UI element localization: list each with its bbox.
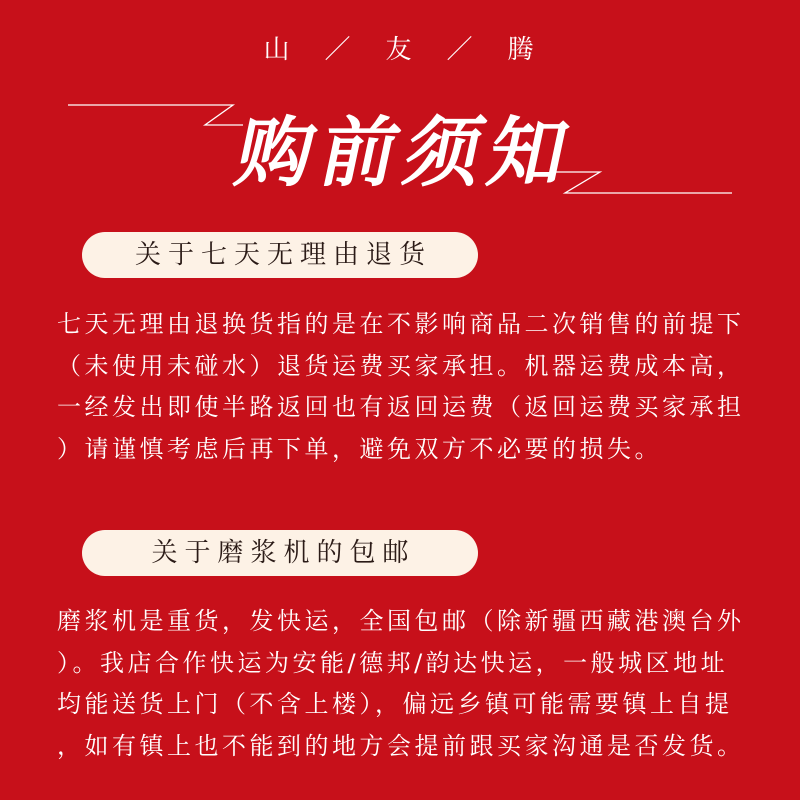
brand-char: 友 [385,35,412,65]
text-line: ）请谨慎考虑后再下单，避免双方不必要的损失。 [57,434,662,463]
brand-separator: ／ [324,35,351,65]
section-heading-return-policy [82,232,478,278]
text-line: 七天无理由退换货指的是在不影响商品二次销售的前提下 [57,310,745,338]
brand-char: 腾 [507,35,534,65]
text-line: ）。我店合作快运为安能/德邦/韵达快运，一般城区地址 [57,648,729,677]
decorative-line-bottom-right [556,172,732,193]
brand-char: 山 [263,35,290,65]
brand-name [246,34,551,66]
brand-separator: ／ [446,35,473,65]
section-heading-free-shipping [82,530,478,576]
text-line: 一经发出即使半路返回也有返回运费（返回运费买家承担 [57,393,745,421]
text-line: 均能送货上门（不含上楼），偏远乡镇可能需要镇上自提 [57,690,733,718]
text-line: ，如有镇上也不能到的地方会提前跟买家沟通是否发货。 [57,731,745,760]
return-policy-text [57,304,777,470]
section-heading-label: 关于磨浆机的包邮 [151,538,416,568]
text-line: （未使用未碰水）退货运费买家承担。机器运费成本高， [57,351,745,380]
decorative-line-top-left [68,105,243,125]
section-heading-label: 关于七天无理由退货 [134,240,432,270]
free-shipping-text [57,601,777,767]
text-line: 磨浆机是重货，发快运，全国包邮（除新疆西藏港澳台外 [57,607,745,635]
page-title: 购前须知 [228,108,584,197]
